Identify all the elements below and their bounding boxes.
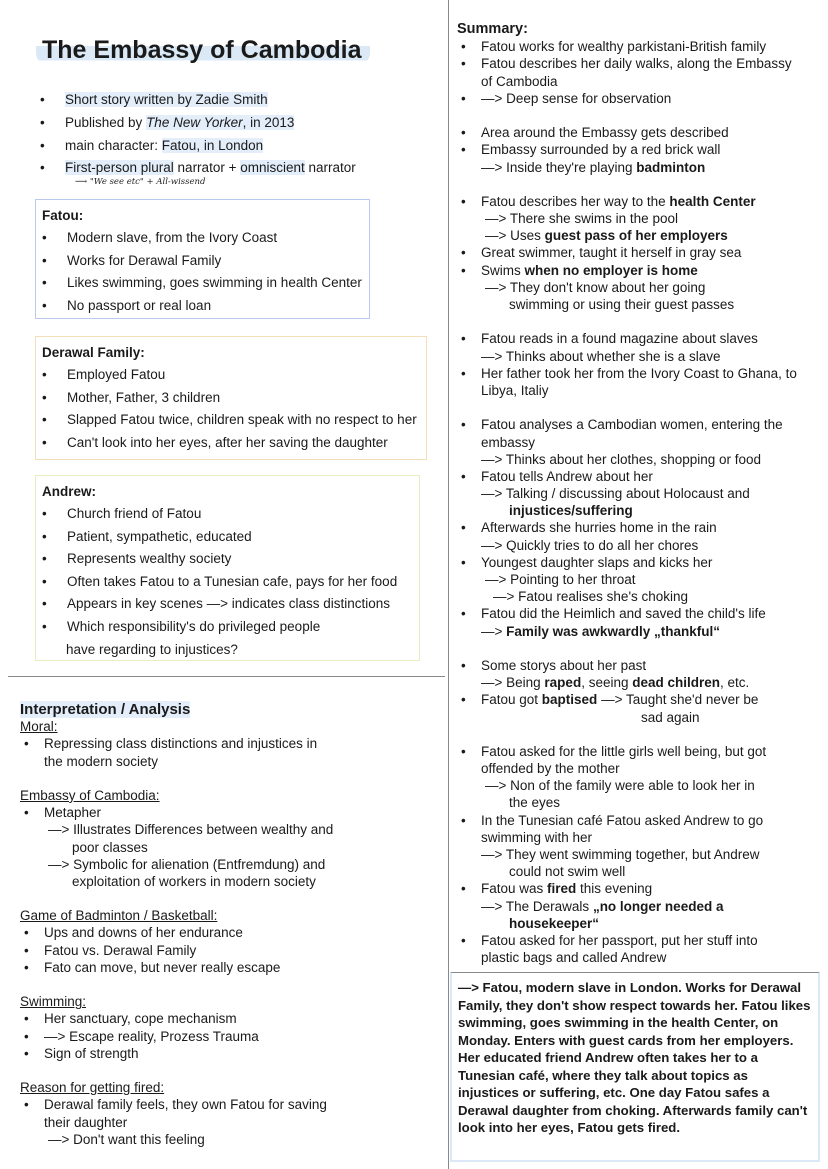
text-segment: , in 2013 [242,114,295,130]
text-segment: Fato can move, but never really escape [44,959,281,975]
text-segment: —> Fatou realises she's choking [493,589,689,605]
text-segment: Fatou asked for her passport, put her stuff into [481,932,758,948]
text-segment: plastic bags and called Andrew [481,950,667,966]
section-heading [20,701,190,718]
bullet-icon: • [42,573,47,589]
bullet-icon: • [42,528,47,544]
bold-text: „no longer needed a [592,898,724,914]
list-item [42,594,413,617]
intro-item [40,138,356,161]
bullet-icon: • [42,618,47,634]
text-segment: offended by the mother [481,761,620,777]
box-heading: Derawal Family: [42,345,145,360]
text-segment: Reason for getting fired: [20,1080,165,1096]
bullet-icon: • [42,551,47,567]
text-line [457,812,797,829]
text-segment: poor classes [72,839,148,855]
text-line [457,451,797,468]
text-line [457,124,797,141]
text-line [457,416,797,433]
text-segment: Interpretation / Analysis [20,701,191,718]
text-line [457,915,797,932]
list-item-text: Mother, Father, 3 children [67,389,221,405]
text-line [457,863,797,880]
bold-text: fired [547,881,577,897]
spacer [20,976,333,993]
list-item [42,273,363,296]
list-item-text: Likes swimming, goes swimming in health Center [67,275,362,291]
bold-text: housekeeper“ [509,915,600,931]
text-line [20,1096,333,1113]
analysis-section [20,701,333,1148]
text-segment: Afterwards she hurries home in the rain [481,520,717,536]
spacer [20,770,333,787]
bullet-icon: • [42,434,47,450]
text-segment: —> Pointing to her throat [485,572,636,587]
intro-item [40,92,356,115]
list-item-text: Works for Derawal Family [67,252,222,268]
text-line [20,1079,333,1096]
divider-vertical [448,0,449,1169]
list-item [42,504,413,527]
text-segment: Embassy of Cambodia: [20,787,160,803]
spacer [457,399,797,416]
text-segment: —> They don't know about her going [485,279,706,295]
section-heading [20,908,217,923]
list-item-text: Employed Fatou [67,367,166,382]
text-line [457,365,797,382]
bullet-icon: • [42,275,47,291]
text-line [457,537,797,554]
text-segment: swimming with her [481,829,593,845]
text-line [20,1045,333,1062]
text-line [457,623,797,640]
text-segment: First-person plural [65,160,174,176]
text-line [457,502,797,519]
text-line [20,942,333,959]
text-line [457,159,797,176]
bullet-icon: • [40,114,45,130]
text-segment: this evening [576,881,653,897]
text-segment: —> There she swims in the pool [485,211,678,227]
text-line [457,571,797,588]
text-line [20,787,333,804]
bullet-icon: • [40,137,45,153]
text-segment: Fatou tells Andrew about her [481,468,653,484]
list-item [42,549,413,572]
text-line [20,839,333,856]
text-line [457,55,797,72]
text-segment: —> Thinks about her clothes, shopping or food [481,451,762,467]
list-item-text: Church friend of Fatou [67,506,202,521]
text-segment: Fatou describes her daily walks, along the Embassy [481,56,792,72]
text-line [457,880,797,897]
text-line [457,141,797,158]
list-item-text: Appears in key scenes —> indicates class distinctions [67,596,391,612]
text-line [457,709,797,726]
bold-text: badminton [636,159,706,175]
text-segment: —> [481,623,507,639]
text-segment: —> Uses [485,228,545,244]
text-segment: Fatou asked for the little girls well being, but got [481,743,767,759]
text-line [457,691,797,708]
text-line [457,829,797,846]
text-segment: Moral: [20,719,58,735]
text-line [457,657,797,674]
list-item [42,410,420,433]
intro-text [65,138,263,161]
text-line [457,330,797,347]
text-segment: the eyes [509,795,561,811]
bold-text: dead children [632,675,721,691]
spacer [20,890,333,907]
text-segment: In the Tunesian café Fatou asked Andrew to go [481,812,764,828]
text-line [20,907,333,924]
bullet-icon: • [40,92,45,107]
bold-text: Family was awkwardly „thankful“ [506,623,720,639]
text-line [20,718,333,735]
text-segment: —> Thinks about whether she is a slave [481,348,721,364]
text-segment: Metapher [44,805,102,821]
text-line [20,753,333,770]
list-item [42,388,420,411]
list-item-text: Can't look into her eyes, after her saving the daughter [67,434,388,450]
list-item [42,572,413,595]
text-segment: Area around the Embassy gets described [481,125,729,141]
text-segment: , etc. [720,675,750,691]
list-item [42,296,363,319]
text-segment: —> Inside they're playing [481,159,637,175]
list-item [42,527,413,550]
text-line [457,932,797,949]
text-segment: exploitation of workers in modern society [72,873,316,889]
text-line [20,1114,333,1131]
text-line [20,856,333,873]
text-line [457,348,797,365]
text-line [457,898,797,915]
spacer [457,640,797,657]
text-segment: Repressing class distinctions and injustices in [44,736,318,752]
text-segment: Libya, Italiy [481,382,549,398]
text-segment: narrator [304,160,356,176]
text-segment: embassy [481,434,536,450]
text-line [20,993,333,1010]
text-segment: Great swimmer, taught it herself in gray sea [481,245,742,261]
text-segment: —> The Derawals [481,898,593,914]
list-item [42,617,413,640]
text-line [457,794,797,811]
text-segment: Fatou was [481,881,548,897]
text-segment: omniscient [240,160,305,176]
text-line [457,262,797,279]
text-segment: Fatou analyses a Cambodian women, entering the [481,417,783,433]
text-segment: —> Non of the family were able to look her in [485,778,755,794]
text-line [20,804,333,821]
intro-item [40,115,356,138]
text-segment: Fatou reads in a found magazine about slaves [481,331,758,347]
list-item-text: Often takes Fatou to a Tunesian cafe, pays for her food [67,573,398,589]
bold-text: when no employer is home [524,262,698,278]
bold-text: guest pass of her employers [544,228,728,244]
text-line [457,760,797,777]
text-segment: of Cambodia [481,73,558,89]
bullet-icon: • [42,297,47,313]
section-heading [20,994,86,1009]
text-segment: Fatou did the Heimlich and saved the child's life [481,606,766,622]
text-segment: the modern society [44,753,159,769]
box-heading: Andrew: [42,484,96,499]
text-line [20,1131,333,1148]
text-segment: Swimming: [20,994,87,1010]
text-line [20,735,333,752]
text-segment: —> Being [481,675,545,691]
text-line [457,296,797,313]
intro-list [40,92,356,183]
text-line [457,674,797,691]
text-segment: , seeing [581,675,633,691]
text-segment: —> Taught she'd never be [597,692,759,708]
text-line [457,777,797,794]
text-line [457,73,797,90]
bold-text: baptised [541,692,598,708]
text-segment: Fatou got [481,692,542,708]
summary-box: —> Fatou, modern slave in London. Works for Derawal Family, they don't show respect towards her. Fatou likes swimming, goes swimming in the health Center, on Monday. Enters with guest cards from her employers. Her educated friend Andrew often takes her to a Tunesian café, where they talk about topics as injustices or suffering, etc. One day Fatou safes a Derawal daughter from choking. Afterwards family can't look into her eyes, Fatou gets fired. [450,972,820,1162]
text-line [457,949,797,966]
list-item-text: No passport or real loan [67,297,212,313]
bullet-icon: • [42,230,47,245]
spacer [457,176,797,193]
text-segment: Fatou describes her way to the [481,193,670,209]
text-segment: swimming or using their guest passes [509,297,735,312]
text-line [20,821,333,838]
text-line [457,382,797,399]
text-segment: Her father took her from the Ivory Coast to Ghana, to [481,365,797,381]
text-line [457,519,797,536]
list-item-continuation: have regarding to injustices? [66,641,238,657]
text-segment: Embassy surrounded by a red brick wall [481,142,721,158]
text-segment: Sign of strength [44,1045,139,1061]
bullet-icon: • [42,506,47,521]
list-item-text: Represents wealthy society [67,551,232,567]
text-segment: —> Symbolic for alienation (Entfremdung) and [48,856,326,872]
bold-text: raped [544,675,582,691]
text-line [457,227,797,244]
bold-text: injustices/suffering [509,503,633,519]
text-segment: Ups and downs of her endurance [44,925,243,941]
text-segment: —> Quickly tries to do all her chores [481,537,699,553]
list-item [42,365,420,388]
spacer [457,313,797,330]
text-segment: Fatou works for wealthy parkistani-British family [481,39,767,55]
text-segment: Fatou, in London [161,137,264,153]
bullet-icon: • [40,160,45,176]
text-segment: Youngest daughter slaps and kicks her [481,554,713,570]
text-segment: —> Deep sense for observation [481,90,672,106]
text-line [457,605,797,622]
bullet-icon: • [42,596,47,612]
fatou-box [35,199,370,319]
spacer [20,1062,333,1079]
text-segment: —> Talking / discussing about Holocaust and [481,486,750,502]
spacer [457,726,797,743]
divider-horizontal [8,676,445,677]
section-heading [20,719,58,734]
section-heading [20,1080,164,1095]
list-item [42,433,420,456]
text-line [20,701,333,718]
box-heading: Fatou: [42,208,84,223]
list-item [42,228,363,251]
text-segment: —> Don't want this feeling [48,1131,205,1147]
text-line [457,38,797,55]
text-segment: Swims [481,262,525,278]
summary-heading: Summary: [457,21,528,37]
bullet-icon: • [42,252,47,268]
text-segment: The New Yorker [146,114,243,130]
text-line [20,959,333,976]
text-line [457,244,797,261]
bold-text: health Center [669,193,756,209]
text-line [457,90,797,107]
text-segment: narrator + [173,160,241,176]
text-line [20,1028,333,1045]
summary-section [457,21,797,966]
text-line [20,1010,333,1027]
text-line [457,434,797,451]
list-item-text: Slapped Fatou twice, children speak with no respect to her [67,412,417,428]
bullet-icon: • [42,412,47,428]
page-title: The Embassy of Cambodia [36,36,370,65]
text-segment: Fatou vs. Derawal Family [44,942,197,958]
text-line [457,193,797,210]
text-segment: Derawal family feels, they own Fatou for saving [44,1097,327,1113]
andrew-box [35,475,420,661]
text-segment: their daughter [44,1114,128,1130]
text-line [20,873,333,890]
intro-text [65,92,268,115]
text-line [457,846,797,863]
spacer [457,107,797,124]
text-line [457,588,797,605]
text-segment: could not swim well [509,864,626,880]
text-segment: Short story written by Zadie Smith [65,92,268,107]
list-item-text: Which responsibility's do privileged people [67,618,321,634]
handwritten-note: ⟶ "We see etc" + All-wissend [75,177,206,187]
text-line [457,279,797,296]
list-item [42,251,363,274]
bullet-icon: • [42,367,47,382]
text-segment: Some storys about her past [481,657,647,673]
text-line [20,924,333,941]
text-line [457,485,797,502]
list-item-text: Modern slave, from the Ivory Coast [67,230,278,245]
intro-text [65,115,294,138]
text-segment: —> They went swimming together, but Andrew [481,847,760,862]
text-segment: Game of Badminton / Basketball: [20,908,218,924]
section-heading [20,788,160,803]
text-segment: main character: [65,137,162,153]
text-line [457,554,797,571]
text-segment: Her sanctuary, cope mechanism [44,1011,237,1027]
text-segment: sad again [641,709,700,725]
derawal-family-box [35,336,427,460]
text-line [457,468,797,485]
text-segment: —> Illustrates Differences between wealthy and [48,822,334,838]
text-segment: —> Escape reality, Prozess Trauma [44,1028,259,1044]
bullet-icon: • [42,389,47,405]
list-item-text: Patient, sympathetic, educated [67,528,252,544]
text-segment: Published by [65,114,147,130]
text-line [457,210,797,227]
text-line [457,743,797,760]
